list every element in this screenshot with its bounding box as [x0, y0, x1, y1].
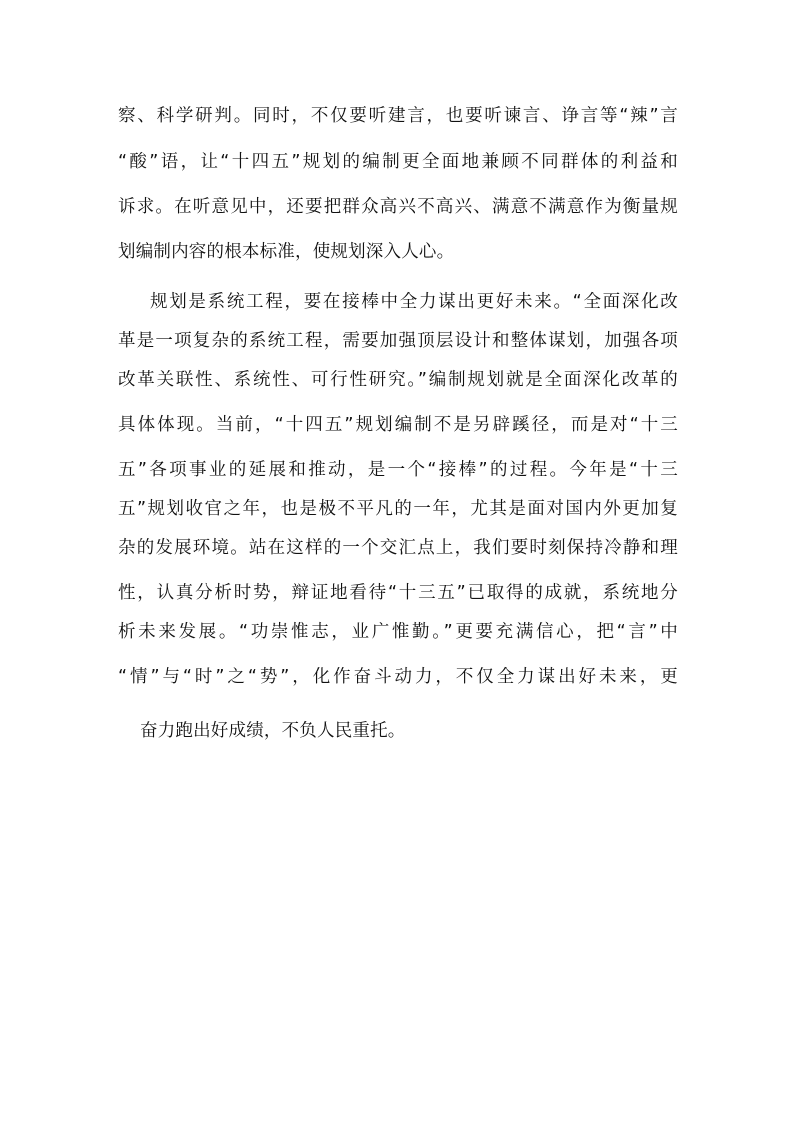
text-line: 察、科学研判。同时，不仅要听建言，也要听谏言、诤言等“辣”言 [118, 106, 678, 126]
text-line: 五”各项事业的延展和推动，是一个“接棒”的过程。今年是“十三 [118, 460, 678, 480]
text-line: 改革关联性、系统性、可行性研究。”编制规划就是全面深化改革的 [118, 370, 678, 390]
text-line: 五”规划收官之年，也是极不平凡的一年，尤其是面对国内外更加复 [118, 499, 678, 519]
text-line: 具体体现。当前，“十四五”规划编制不是另辟蹊径，而是对“十三 [118, 415, 678, 435]
text-line: 杂的发展环境。站在这样的一个交汇点上，我们要时刻保持冷静和理 [118, 538, 678, 558]
text-line: 规划是系统工程，要在接棒中全力谋出更好未来。“全面深化改 [150, 292, 678, 312]
text-line: “酸”语，让“十四五”规划的编制更全面地兼顾不同群体的利益和 [118, 152, 678, 172]
text-line: 奋力跑出好成绩，不负人民重托。 [140, 721, 406, 741]
text-line: 析未来发展。“功崇惟志，业广惟勤。”更要充满信心，把“言”中 [118, 622, 678, 642]
text-line: 性，认真分析时势，辩证地看待“十三五”已取得的成就，系统地分 [118, 583, 678, 603]
text-line: 诉求。在听意见中，还要把群众高兴不高兴、满意不满意作为衡量规 [118, 197, 678, 217]
text-line: “情”与“时”之“势”，化作奋斗动力，不仅全力谋出好未来，更 [118, 667, 678, 687]
text-line: 革是一项复杂的系统工程，需要加强顶层设计和整体谋划，加强各项 [118, 331, 678, 351]
text-line: 划编制内容的根本标准，使规划深入人心。 [118, 242, 455, 262]
